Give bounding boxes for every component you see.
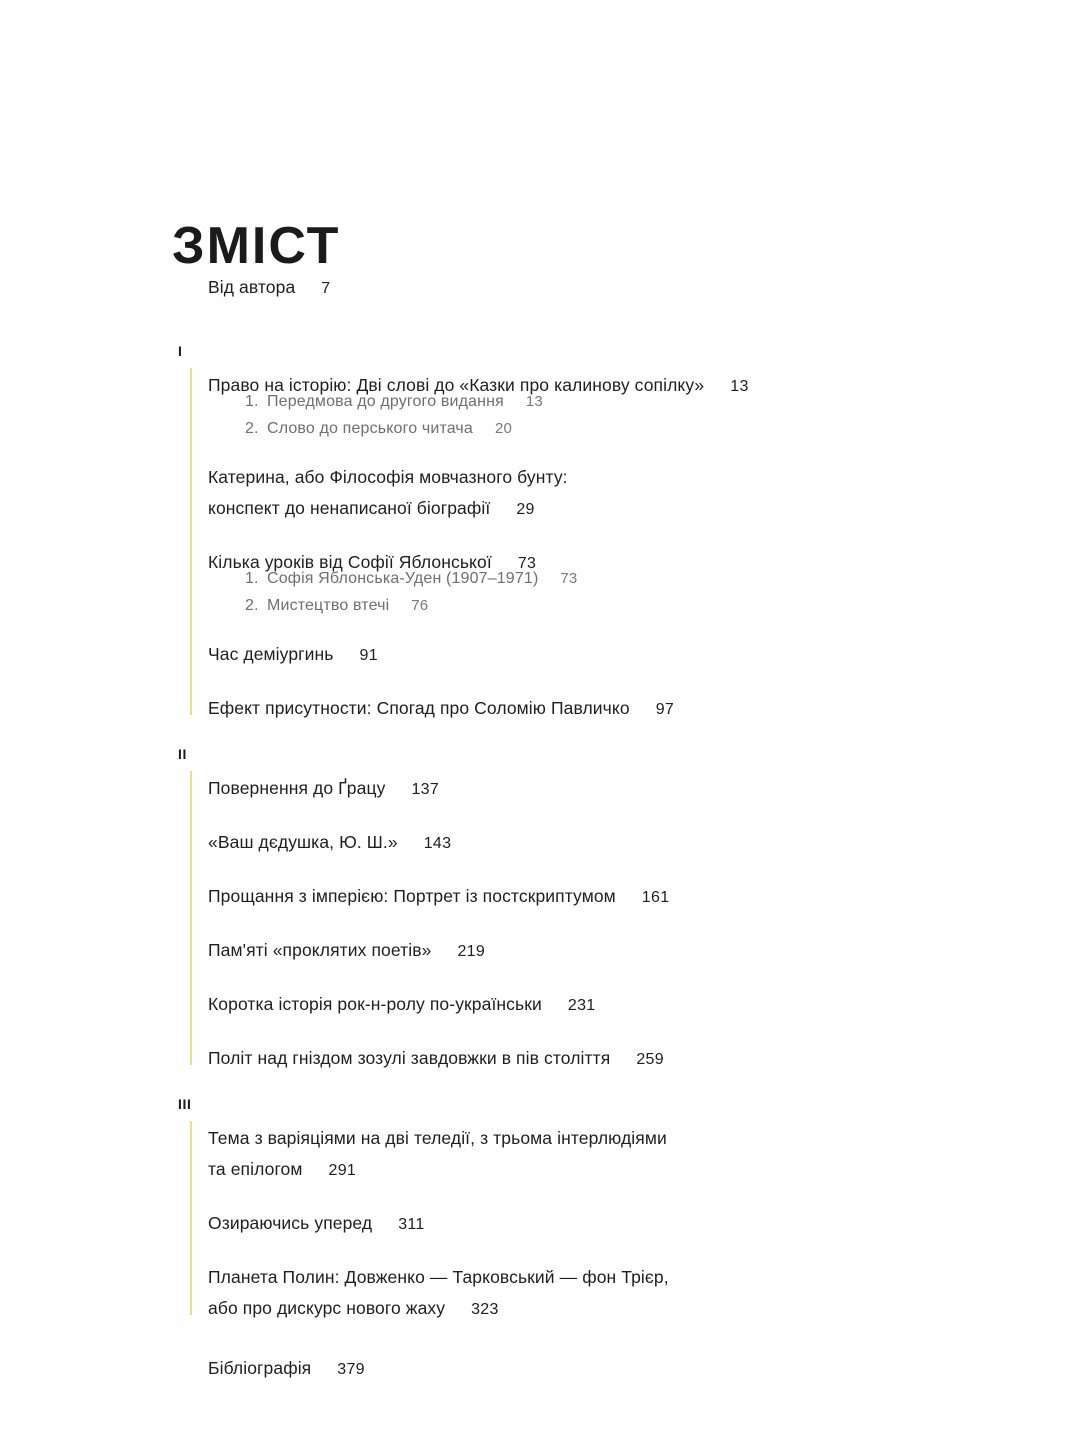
toc-entry-title: Повернення до Ґрацу xyxy=(208,778,386,798)
toc-entry-line xyxy=(208,493,1080,525)
toc-entry-title: Тема з варіяціями на дві теледії, з трьома інтерлюдіями xyxy=(208,1128,667,1148)
toc-entry[interactable] xyxy=(0,1043,1080,1075)
toc-entry-page-number: 97 xyxy=(655,701,675,718)
toc-entry-title: Катерина, або Філософія мовчазного бунту: xyxy=(208,467,568,487)
toc-subitem-title: Софія Яблонська-Уден (1907–1971) xyxy=(267,570,539,587)
toc-entry-line xyxy=(208,1043,1080,1075)
toc-entry-title: Політ над гніздом зозулі завдовжки в пів століття xyxy=(208,1048,611,1068)
toc-part-entries xyxy=(0,1097,1080,1325)
toc-part xyxy=(0,747,1080,1075)
toc-entry-page-number: 13 xyxy=(730,378,749,395)
toc-entry-title: Право на історію: Дві слові до «Казки про калинову сопілку» xyxy=(208,375,705,395)
toc-part-accent-rule xyxy=(190,368,192,715)
toc-entry-line xyxy=(208,1293,1080,1325)
toc-entry[interactable] xyxy=(0,462,1080,525)
toc-parts xyxy=(0,344,1080,1325)
toc-entry-page-number: 219 xyxy=(457,943,486,960)
toc-entry[interactable] xyxy=(0,1262,1080,1325)
toc-subitem-page-number: 13 xyxy=(525,393,543,410)
toc-part-entries xyxy=(0,344,1080,725)
toc-entry-page-number: 143 xyxy=(423,835,452,852)
toc-entry[interactable] xyxy=(0,639,1080,671)
toc-subitem-index: 1. xyxy=(245,393,259,410)
toc-part xyxy=(0,1097,1080,1325)
toc-entry-page-number: 91 xyxy=(359,647,378,664)
toc-entry-line xyxy=(208,693,1080,725)
toc-subitem[interactable] xyxy=(245,415,1080,442)
toc-part-entries xyxy=(0,747,1080,1075)
toc-subitem-title: Слово до перського читача xyxy=(267,420,473,437)
toc-entry-page-number: 259 xyxy=(636,1051,664,1068)
toc-entry[interactable] xyxy=(0,1208,1080,1240)
toc-entry[interactable] xyxy=(0,1123,1080,1186)
toc-entry-line xyxy=(208,827,1080,859)
toc-entry-title: конспект до ненаписаної біографії xyxy=(208,498,491,518)
toc-entry-page-number: 137 xyxy=(411,781,440,798)
page-title: ЗМІСТ xyxy=(172,216,341,275)
toc-entry-title: Ефект присутности: Спогад про Соломію Павличко xyxy=(208,698,630,718)
toc-entry-title: Бібліографія xyxy=(208,1358,312,1378)
toc-entry-line xyxy=(208,1154,1080,1186)
toc-entry-back-matter[interactable] xyxy=(0,1353,1080,1385)
toc-entry-page-number: 161 xyxy=(641,889,670,906)
toc-entry-title: «Ваш дєдушка, Ю. Ш.» xyxy=(208,832,398,852)
toc-subitem-list xyxy=(0,388,1080,442)
toc-part-numeral: I xyxy=(178,343,183,359)
toc-subitem[interactable] xyxy=(245,565,1080,592)
toc-entry-page-number: 311 xyxy=(398,1216,425,1233)
toc-subitem-index: 2. xyxy=(245,420,259,437)
toc-entry-title: Озираючись уперед xyxy=(208,1213,373,1233)
toc-entry[interactable] xyxy=(0,773,1080,805)
toc-entry-line xyxy=(208,1208,1080,1240)
toc-part-numeral: III xyxy=(178,1096,192,1112)
toc-entry-title: Коротка історія рок-н-ролу по-українськи xyxy=(208,994,542,1014)
toc-subitem-list xyxy=(0,565,1080,619)
toc-entry-title: Прощання з імперією: Портрет із постскриптумом xyxy=(208,886,616,906)
toc-entry-line xyxy=(208,1123,1080,1154)
toc-entry[interactable] xyxy=(0,693,1080,725)
toc-subitem[interactable] xyxy=(245,592,1080,619)
toc-subitem-title: Мистецтво втечі xyxy=(267,597,390,614)
toc-part-accent-rule xyxy=(190,1121,192,1315)
toc-subitem-title: Передмова до другого видання xyxy=(267,393,504,410)
toc-entry-line xyxy=(208,1262,1080,1293)
toc-entry-line xyxy=(208,773,1080,805)
toc-entry[interactable] xyxy=(0,881,1080,913)
toc-entry-page-number: 231 xyxy=(567,997,596,1014)
toc-entry-title: Від автора xyxy=(208,277,296,297)
toc-subitem-page-number: 20 xyxy=(494,420,512,437)
toc-entry-page-number: 323 xyxy=(471,1301,499,1318)
toc-subitem-page-number: 73 xyxy=(560,570,578,587)
toc-entry-line xyxy=(208,881,1080,913)
toc-entry[interactable] xyxy=(0,935,1080,967)
toc-entry-title: Пам'яті «проклятих поетів» xyxy=(208,940,432,960)
toc-entry[interactable] xyxy=(0,827,1080,859)
toc-subitem-page-number: 76 xyxy=(411,597,429,614)
toc-part-numeral: II xyxy=(178,746,187,762)
toc-entry-title: Час деміургинь xyxy=(208,644,334,664)
toc-entry-page-number: 7 xyxy=(321,280,331,297)
toc-entry-page-number: 73 xyxy=(517,555,537,572)
toc-entry-title: та епілогом xyxy=(208,1159,303,1179)
toc-entry-page-number: 291 xyxy=(328,1162,357,1179)
toc-entry-line xyxy=(208,989,1080,1021)
toc-entry-line xyxy=(208,639,1080,671)
toc-entry-title: Кілька уроків від Софії Яблонської xyxy=(208,552,492,572)
toc-entry-line xyxy=(208,935,1080,967)
toc-entry-page-number: 379 xyxy=(337,1361,365,1378)
toc-part xyxy=(0,344,1080,725)
toc-entry-title: Планета Полин: Довженко — Тарковський — фон Трієр, xyxy=(208,1267,669,1287)
toc-entry[interactable] xyxy=(0,989,1080,1021)
toc-subitem-index: 2. xyxy=(245,597,259,614)
toc-body xyxy=(0,272,1080,1385)
toc-entry-line xyxy=(208,462,1080,493)
toc-entry-title: або про дискурс нового жаху xyxy=(208,1298,446,1318)
toc-subitem-index: 1. xyxy=(245,570,259,587)
toc-entry-front-matter[interactable] xyxy=(0,272,1080,304)
toc-entry-page-number: 29 xyxy=(516,501,535,518)
toc-part-accent-rule xyxy=(190,771,192,1065)
